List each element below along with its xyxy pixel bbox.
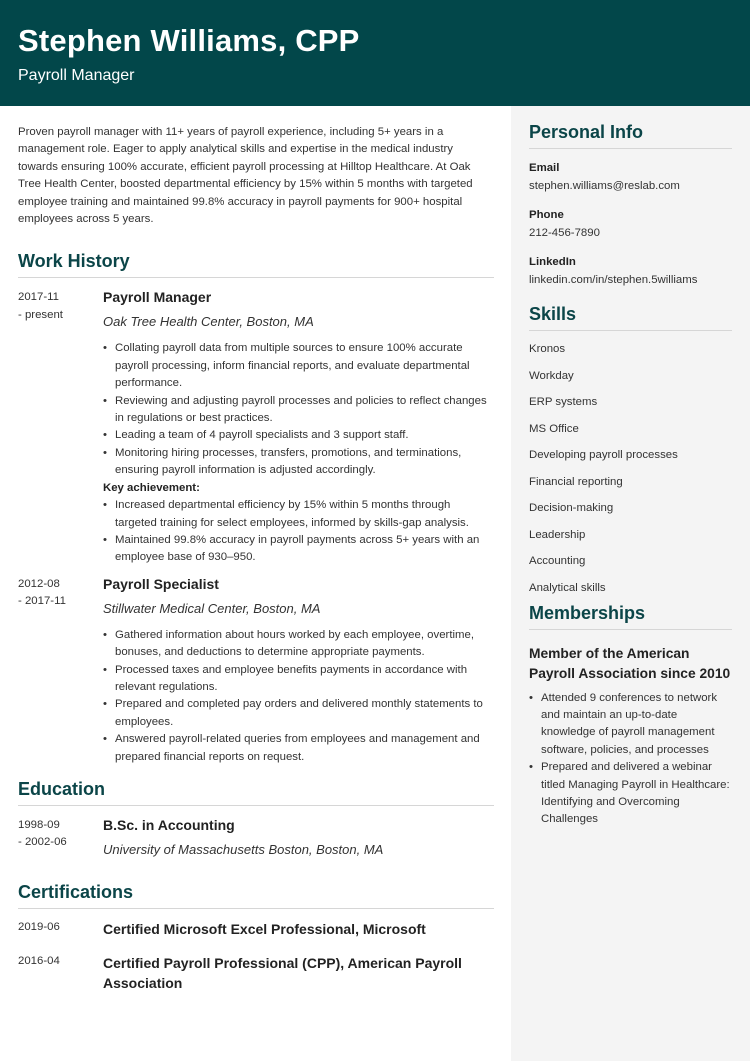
skill-item: Analytical skills bbox=[529, 581, 606, 594]
job-org: Stillwater Medical Center, Boston, MA bbox=[103, 600, 321, 616]
linkedin-label: LinkedIn bbox=[529, 256, 576, 268]
certifications-title: Certifications bbox=[18, 882, 494, 909]
linkedin-value[interactable]: linkedin.com/in/stephen.5williams bbox=[529, 274, 698, 286]
list-item: • Gathered information about hours worked by each employee, overtime, bonuses, and deductions to determine appropriate payments. bbox=[103, 627, 494, 662]
job-role: Payroll Specialist bbox=[103, 575, 219, 592]
list-item: • Reviewing and adjusting payroll processes and policies to reflect changes in regulations or best practices. bbox=[103, 393, 494, 428]
job-entry bbox=[18, 289, 494, 566]
main-column bbox=[18, 106, 494, 993]
email-block bbox=[529, 161, 732, 194]
job-dates bbox=[18, 576, 103, 766]
skill-item: Workday bbox=[529, 369, 574, 382]
list-item: • Prepared and delivered a webinar titled Managing Payroll in Healthcare: Identifying and Overcoming Challenges bbox=[529, 759, 732, 829]
list-item: • Increased departmental efficiency by 15% within 5 months through targeted training for select employees, informed by skills-gap analysis. bbox=[103, 497, 494, 532]
skill-item: Leadership bbox=[529, 528, 586, 541]
skill-item: Kronos bbox=[529, 343, 566, 355]
key-achievement-bullets bbox=[103, 497, 494, 567]
linkedin-block bbox=[529, 255, 732, 288]
skill-item: ERP systems bbox=[529, 396, 598, 408]
candidate-name: Stephen Williams, CPP bbox=[18, 23, 360, 58]
certification-name: Certified Microsoft Excel Professional, Microsoft bbox=[103, 920, 426, 937]
job-dates bbox=[18, 289, 103, 566]
education-date-start: 1998-09 bbox=[18, 818, 60, 831]
job-bullets bbox=[103, 340, 494, 479]
list-item: • Attended 9 conferences to network and maintain an up-to-date knowledge of payroll management software, policies, and processes bbox=[529, 690, 732, 760]
certification-name: Certified Payroll Professional (CPP), American Payroll Association bbox=[103, 954, 462, 991]
phone-value[interactable]: 212-456-7890 bbox=[529, 227, 600, 239]
skill-item: Financial reporting bbox=[529, 475, 623, 488]
profile-summary: Proven payroll manager with 11+ years of payroll experience, including 5+ years in a management role. Eager to apply analytical skills and expertise in the medical industry towards ensuring 100% accurate, efficient payroll processing at Hilltop Healthcare. At Oak Tree Health Center, boosted departmental efficiency by 15% within 5 months with targeted employee training and maintained 99.8% accuracy in payroll payments for 900+ hospital employees across 5 years. bbox=[18, 126, 473, 226]
skills-title: Skills bbox=[529, 304, 732, 331]
education-entry bbox=[18, 817, 494, 858]
job-date-start: 2017-11 bbox=[18, 291, 59, 304]
education-dates bbox=[18, 817, 103, 858]
membership-bullets bbox=[529, 690, 732, 829]
skills-list bbox=[529, 342, 732, 596]
memberships-title: Memberships bbox=[529, 603, 732, 630]
job-entry bbox=[18, 576, 494, 766]
email-value[interactable]: stephen.williams@reslab.com bbox=[529, 180, 680, 192]
list-item: • Leading a team of 4 payroll specialists and 3 support staff. bbox=[103, 427, 494, 444]
skill-item: MS Office bbox=[529, 422, 579, 435]
candidate-title: Payroll Manager bbox=[18, 67, 135, 84]
job-date-start: 2012-08 bbox=[18, 577, 60, 590]
membership-heading: Member of the American Payroll Association since 2010 bbox=[529, 645, 731, 681]
resume-header bbox=[0, 0, 750, 106]
certification-item bbox=[18, 953, 494, 993]
key-achievement-label: Key achievement: bbox=[103, 481, 200, 494]
job-bullets bbox=[103, 627, 494, 766]
list-item: • Answered payroll-related queries from employees and management and prepared financial reports on request. bbox=[103, 731, 494, 766]
skill-item: Decision-making bbox=[529, 502, 614, 514]
job-date-end: - present bbox=[18, 308, 63, 321]
list-item: • Prepared and completed pay orders and delivered monthly statements to employees. bbox=[103, 696, 494, 731]
job-role: Payroll Manager bbox=[103, 289, 212, 306]
job-org: Oak Tree Health Center, Boston, MA bbox=[103, 314, 314, 330]
certification-item bbox=[18, 919, 494, 939]
skill-item: Accounting bbox=[529, 555, 586, 567]
list-item: • Monitoring hiring processes, transfers, promotions, and terminations, ensuring payroll information is adjusted accordingly. bbox=[103, 445, 494, 480]
skill-item: Developing payroll processes bbox=[529, 449, 678, 461]
education-date-end: - 2002-06 bbox=[18, 836, 67, 849]
list-item: • Processed taxes and employee benefits payments in accordance with relevant regulations. bbox=[103, 662, 494, 697]
job-date-end: - 2017-11 bbox=[18, 595, 66, 608]
education-title: Education bbox=[18, 779, 494, 806]
certification-date: 2019-06 bbox=[18, 920, 60, 933]
work-history-title: Work History bbox=[18, 251, 494, 278]
education-school: University of Massachusetts Boston, Boston, MA bbox=[103, 841, 384, 857]
certification-date: 2016-04 bbox=[18, 954, 60, 967]
list-item: • Maintained 99.8% accuracy in payroll payments across 5+ years with an employee base of 930–950. bbox=[103, 532, 494, 567]
education-degree: B.Sc. in Accounting bbox=[103, 816, 235, 833]
email-label: Email bbox=[529, 162, 560, 174]
phone-block bbox=[529, 208, 732, 241]
sidebar bbox=[511, 106, 750, 1061]
personal-info-title: Personal Info bbox=[529, 122, 732, 149]
phone-label: Phone bbox=[529, 209, 564, 221]
list-item: • Collating payroll data from multiple sources to ensure 100% accurate payroll processing, inform financial reports, and evaluate departmental performance. bbox=[103, 340, 494, 392]
